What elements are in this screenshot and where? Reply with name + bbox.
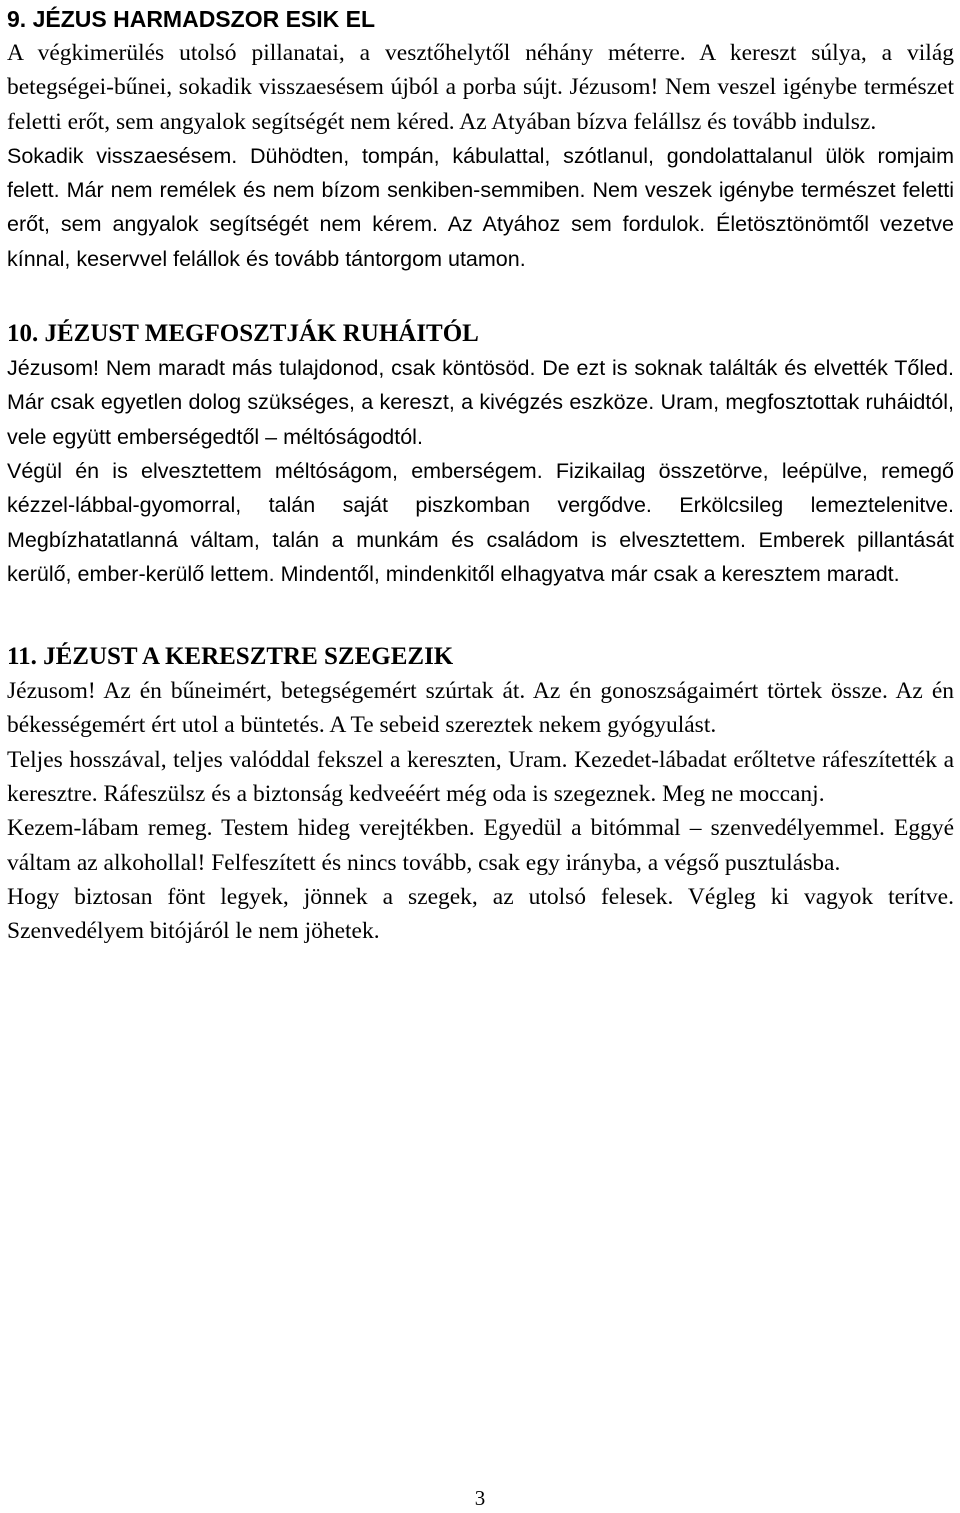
spacer <box>7 276 954 317</box>
section-11-paragraph-2: Teljes hosszával, teljes valóddal fekszel a kereszten, Uram. Kezedet-lábadat erőltetve ráfeszítették a keresztre. Ráfeszülsz és a biztonság kedveéért még oda is szegeznek. Meg ne moccanj. <box>7 746 954 808</box>
section-10-paragraph-1: Jézusom! Nem maradt más tulajdonod, csak köntösöd. De ezt is soknak találták és elvették Tőled. Már csak egyetlen dolog szükséges, a kereszt, a kivégzés eszköze. Uram, megfosztottak ruháidtól, vele együtt emberségedtől – méltóságodtól. <box>7 356 954 449</box>
page-number: 3 <box>474 1486 486 1510</box>
document-page <box>7 0 954 949</box>
section-9-heading: 9. JÉZUS HARMADSZOR ESIK EL <box>7 6 376 32</box>
section-10-paragraph-2: Végül én is elvesztettem méltóságom, emberségem. Fizikailag összetörve, leépülve, remegő kézzel-lábbal-gyomorral, talán saját piszkomban vergődve. Erkölcsileg lemeztelenitve. Megbízhatatlanná váltam, talán a munkám és családom is elvesztettem. Emberek pillantását kerülő, ember-kerülő lettem. Mindentől, mindenkitől elhagyatva már csak a keresztem maradt. <box>7 458 954 586</box>
spacer <box>7 591 954 640</box>
section-9-paragraph-1: A végkimerülés utolsó pillanatai, a vesztőhelytől néhány méterre. A kereszt súlya, a világ betegségei-bűnei, sokadik visszaesésem újból a porba sújt. Jézusom! Nem veszel igénybe természet feletti erőt, sem angyalok segítségét nem kéred. Az Atyában bízva felállsz és tovább indulsz. <box>7 40 954 135</box>
section-11-paragraph-3: Kezem-lábam remeg. Testem hideg verejtékben. Egyedül a bitómmal – szenvedélyemmel. Eggyé váltam az alkohollal! Felfeszített és nincs tovább, csak egy irányba, a végső pusztulásba. <box>7 815 954 876</box>
section-11-paragraph-4: Hogy biztosan fönt legyek, jönnek a szegek, az utolsó felesek. Végleg ki vagyok terítve. Szenvedélyem bitójáról le nem jöhetek. <box>7 883 954 945</box>
section-11-paragraph-1: Jézusom! Az én bűneimért, betegségemért szúrtak át. Az én gonoszságaimért törtek össze. Az én békességemért ért utol a büntetés. A Te sebeid szereztek nekem gyógyulást. <box>7 678 954 739</box>
section-9-paragraph-2: Sokadik visszaesésem. Dühödten, tompán, kábulattal, szótlanul, gondolattalanul ülök romjaim felett. Már nem remélek és nem bízom senkiben-semmiben. Nem veszek igénybe természet feletti erőt, sem angyalok segítségét nem kérem. Az Atyához sem fordulok. Életösztönömtől vezetve kínnal, keservvel felállok és tovább tántorgom utamon. <box>7 143 954 271</box>
section-10-heading: 10. JÉZUST MEGFOSZTJÁK RUHÁITÓL <box>7 320 479 348</box>
section-11-heading: 11. JÉZUST A KERESZTRE SZEGEZIK <box>7 643 454 671</box>
